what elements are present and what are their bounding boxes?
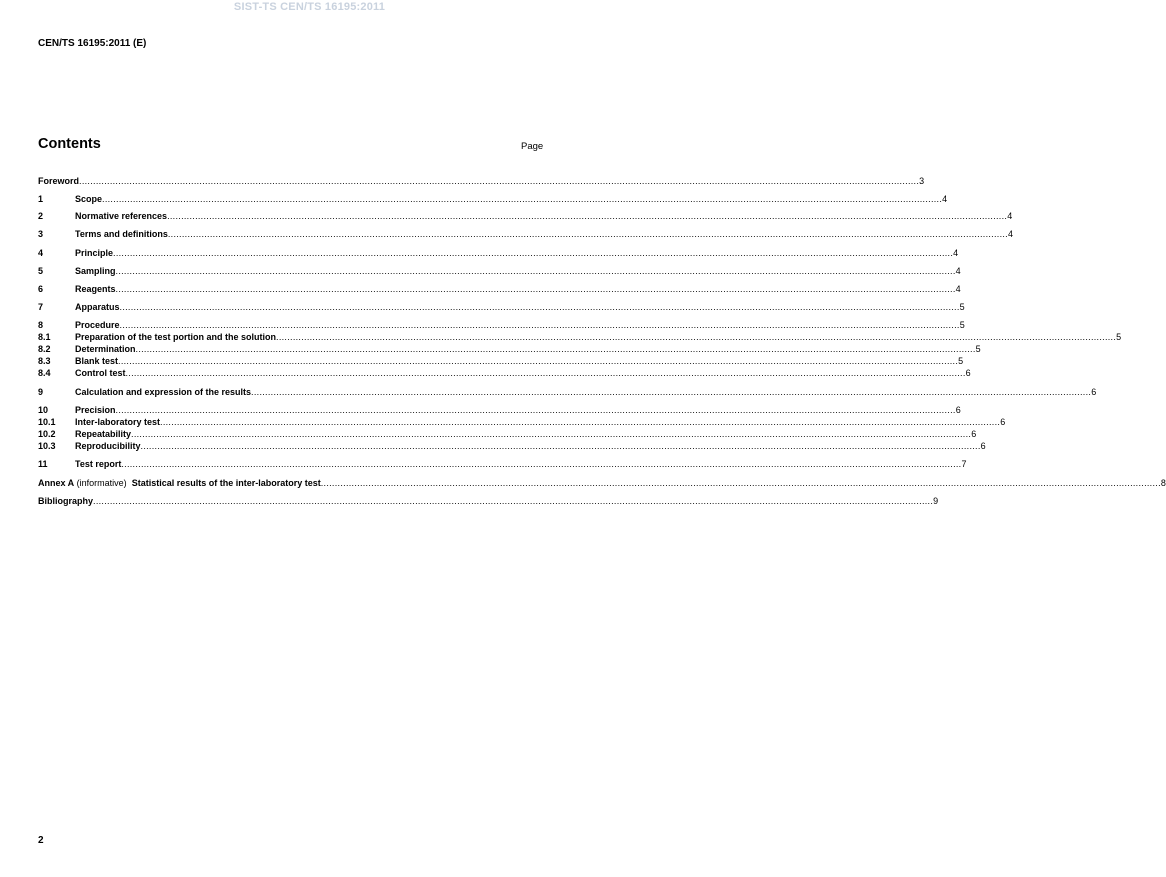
toc-entry-title: Determination [75, 344, 136, 354]
toc-entry[interactable] [38, 332, 1122, 343]
toc-entry[interactable] [38, 368, 971, 379]
toc-entry[interactable] [38, 387, 1097, 398]
toc-entry-number: 10.2 [38, 429, 56, 439]
toc-leader-dots: ............................................................................................................................................................................................................................................................................................................ [276, 332, 1117, 342]
toc-leader-dots: ............................................................................................................................................................................................................................................................................................................ [115, 284, 956, 294]
toc-entry-number: 10.3 [38, 441, 56, 451]
toc-entry-title: Calculation and expression of the results [75, 387, 252, 397]
toc-leader-dots: ............................................................................................................................................................................................................................................................................................................ [93, 496, 934, 506]
toc-entry-page: 4 [1007, 211, 1013, 221]
toc-entry-title: Blank test [75, 356, 119, 366]
toc-entry[interactable] [38, 356, 964, 367]
toc-entry-page: 5 [958, 356, 964, 366]
toc-entry-page: 6 [1000, 417, 1006, 427]
toc-entry[interactable] [38, 194, 948, 205]
toc-leader-dots: ............................................................................................................................................................................................................................................................................................................ [115, 405, 956, 415]
toc-entry-number: 1 [38, 194, 44, 204]
watermark: SIST-TS CEN/TS 16195:2011 [233, 1, 386, 13]
toc-entry-number: 8.1 [38, 332, 51, 342]
toc-entry[interactable] [38, 344, 981, 355]
toc-entry-page: 6 [1091, 387, 1097, 397]
toc-entry[interactable] [38, 478, 1166, 489]
toc-leader-dots: ............................................................................................................................................................................................................................................................................................................ [113, 248, 954, 258]
toc-entry-number: 8.3 [38, 356, 51, 366]
toc-entry[interactable] [38, 417, 1006, 428]
toc-entry-number: 10 [38, 405, 49, 415]
toc-entry-number: 8.4 [38, 368, 51, 378]
toc-leader-dots: ............................................................................................................................................................................................................................................................................................................ [160, 417, 1001, 427]
toc-entry[interactable] [38, 229, 1014, 240]
toc-entry-number: 9 [38, 387, 44, 397]
annex-title: Statistical results of the inter-laboratory test [131, 478, 321, 488]
toc-entry-title: Reproducibility [75, 441, 141, 451]
toc-entry-title: Precision [75, 405, 116, 415]
page-column-label: Page [521, 141, 544, 152]
toc-entry[interactable] [38, 459, 967, 470]
toc-entry-number: 11 [38, 459, 48, 469]
toc-entry-page: 5 [975, 344, 981, 354]
toc-entry-title: Control test [75, 368, 126, 378]
toc-entry[interactable] [38, 496, 939, 507]
toc-leader-dots: ............................................................................................................................................................................................................................................................................................................ [167, 211, 1008, 221]
toc-entry-page: 4 [955, 266, 961, 276]
document-id: CEN/TS 16195:2011 (E) [38, 38, 147, 49]
toc-entry-page: 4 [942, 194, 948, 204]
toc-leader-dots: ............................................................................................................................................................................................................................................................................................................ [251, 387, 1092, 397]
toc-entry[interactable] [38, 211, 1013, 222]
toc-entry-page: 5 [959, 302, 965, 312]
toc-entry-title: Sampling [75, 266, 116, 276]
toc-entry[interactable] [38, 441, 986, 452]
toc-entry-title: Procedure [75, 320, 120, 330]
toc-entry-page: 5 [959, 320, 965, 330]
toc-entry-title: Normative references [75, 211, 168, 221]
toc-leader-dots: ............................................................................................................................................................................................................................................................................................................ [115, 266, 956, 276]
toc-entry-page: 6 [955, 405, 961, 415]
toc-leader-dots: ............................................................................................................................................................................................................................................................................................................ [79, 176, 920, 186]
toc-entry-title: Terms and definitions [75, 229, 168, 239]
toc-entry-page: 7 [961, 459, 967, 469]
contents-heading: Contents [38, 136, 101, 152]
toc-entry[interactable] [38, 248, 959, 259]
toc-entry[interactable] [38, 429, 977, 440]
toc-entry-number: 2 [38, 211, 44, 221]
toc-leader-dots: ............................................................................................................................................................................................................................................................................................................ [140, 441, 981, 451]
toc-leader-dots: ............................................................................................................................................................................................................................................................................................................ [131, 429, 972, 439]
toc-entry-page: 6 [965, 368, 971, 378]
toc-entry-title: Scope [75, 194, 103, 204]
toc-entry-title: Repeatability [75, 429, 132, 439]
toc-entry-page: 6 [971, 429, 977, 439]
toc-entry-number: 3 [38, 229, 44, 239]
toc-entry-title: Principle [75, 248, 114, 258]
toc-leader-dots: ............................................................................................................................................................................................................................................................................................................ [135, 344, 976, 354]
toc-entry-title: Preparation of the test portion and the solution [75, 332, 277, 342]
toc-entry-page: 8 [1160, 478, 1166, 488]
toc-entry[interactable] [38, 284, 961, 295]
toc-entry-page: 3 [919, 176, 925, 186]
toc-leader-dots: ............................................................................................................................................................................................................................................................................................................ [119, 302, 960, 312]
toc-entry-page: 6 [980, 441, 986, 451]
toc-leader-dots: ............................................................................................................................................................................................................................................................................................................ [119, 320, 960, 330]
annex-label: Annex A [38, 478, 75, 488]
toc-entry-number: 4 [38, 248, 44, 258]
toc-entry-number: 6 [38, 284, 44, 294]
toc-entry-title: Apparatus [75, 302, 120, 312]
toc-entry[interactable] [38, 320, 965, 331]
toc-entry-number: 5 [38, 266, 44, 276]
toc-entry-title: Test report [75, 459, 122, 469]
toc-entry-number: 8 [38, 320, 44, 330]
toc-entry-page: 5 [1116, 332, 1122, 342]
toc-leader-dots: ............................................................................................................................................................................................................................................................................................................ [121, 459, 962, 469]
toc-leader-dots: ............................................................................................................................................................................................................................................................................................................ [167, 229, 1008, 239]
toc-entry-page: 4 [955, 284, 961, 294]
toc-entry-title: Inter-laboratory test [75, 417, 161, 427]
toc-entry[interactable] [38, 176, 925, 187]
toc-leader-dots: ............................................................................................................................................................................................................................................................................................................ [118, 356, 959, 366]
toc-entry-number: 7 [38, 302, 44, 312]
page-number: 2 [38, 835, 44, 846]
toc-entry[interactable] [38, 266, 961, 277]
toc-entry-page: 9 [933, 496, 939, 506]
toc-entry-page: 4 [1008, 229, 1014, 239]
toc-entry[interactable] [38, 302, 965, 313]
toc-entry-page: 4 [953, 248, 959, 258]
toc-entry-number: 10.1 [38, 417, 56, 427]
toc-entry-title: Bibliography [38, 496, 94, 506]
toc-entry-number: 8.2 [38, 344, 51, 354]
toc-entry-title: Foreword [38, 176, 80, 186]
toc-leader-dots: ............................................................................................................................................................................................................................................................................................................ [320, 478, 1161, 488]
toc-entry[interactable] [38, 405, 961, 416]
toc-leader-dots: ............................................................................................................................................................................................................................................................................................................ [102, 194, 943, 204]
toc-entry-title: Reagents [75, 284, 116, 294]
toc-leader-dots: ............................................................................................................................................................................................................................................................................................................ [125, 368, 966, 378]
annex-type: (informative) [74, 478, 132, 488]
toc-entry-title [38, 478, 321, 489]
